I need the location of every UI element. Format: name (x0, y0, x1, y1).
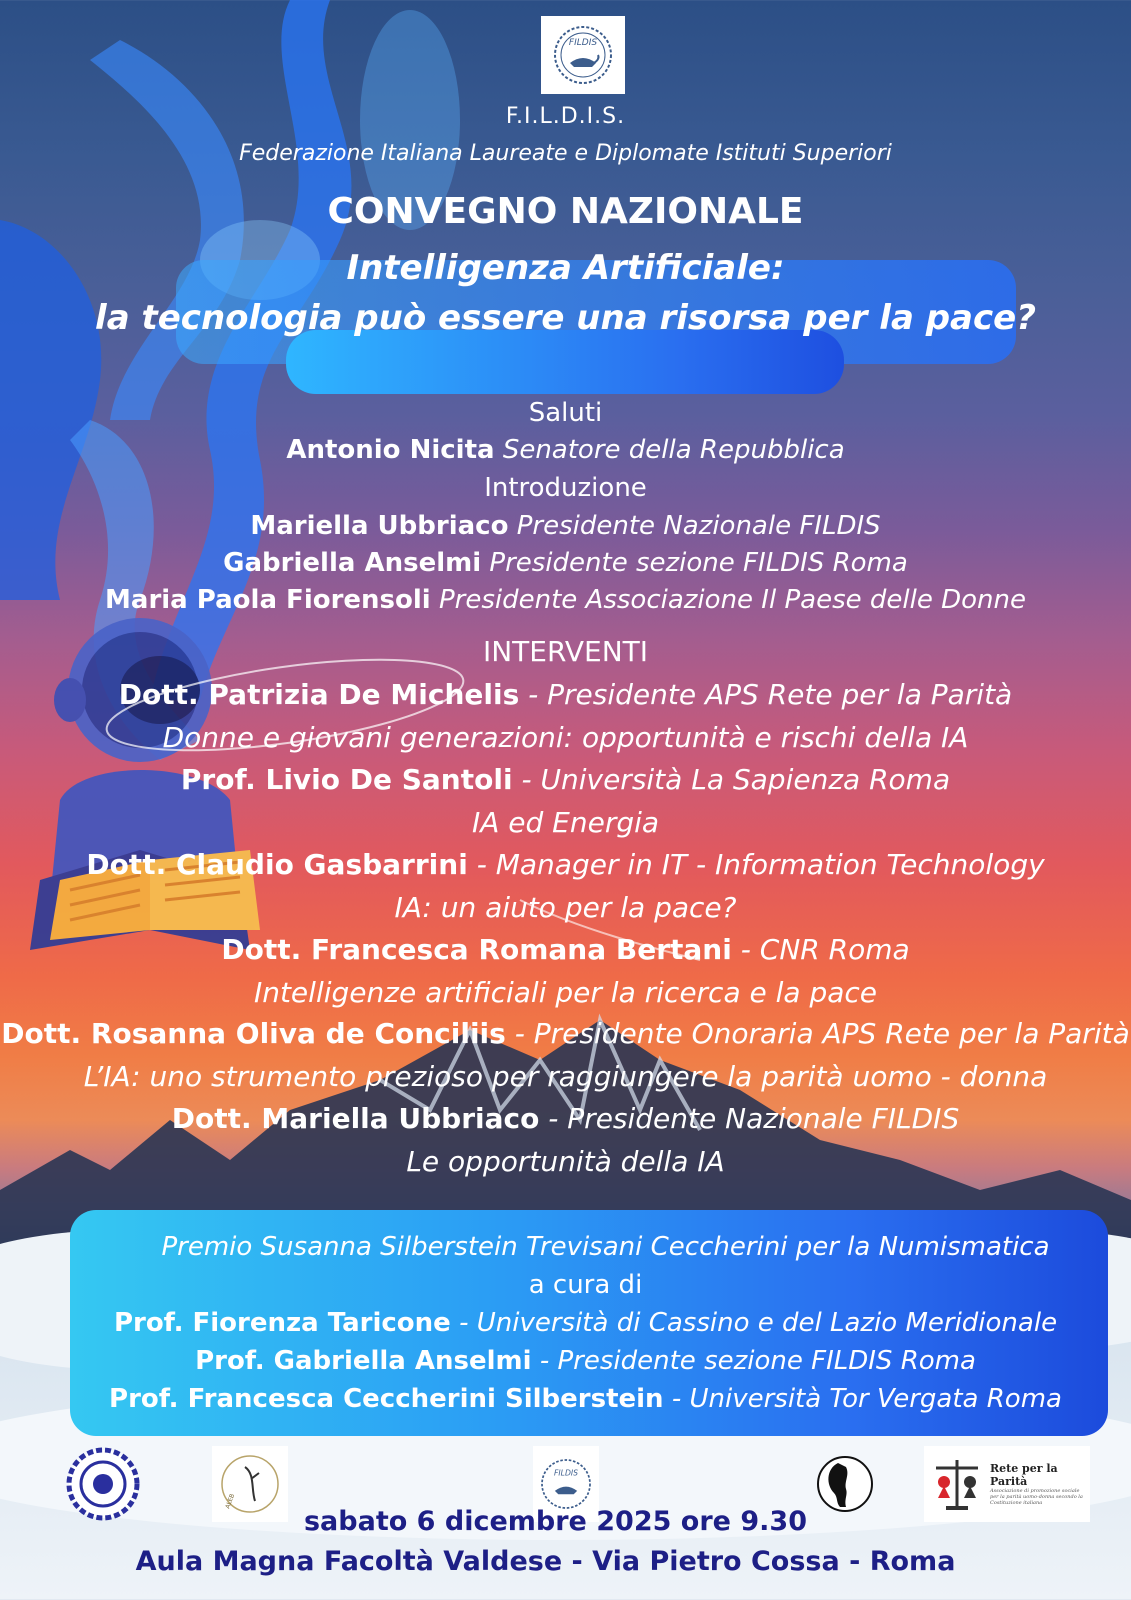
organization-full-name: Federazione Italiana Laureate e Diplomate Istituti Superiori (239, 141, 892, 166)
talk-speaker: Prof. Livio De Santoli - Università La Sapienza Roma (180, 763, 951, 796)
title-highlight-pill (286, 330, 844, 394)
speaker-affiliation: CNR Roma (759, 933, 910, 966)
introduction-label: Introduzione (484, 473, 647, 503)
rete-logo-subtitle: Associazione di promozione sociale per la parità uomo-donna secondo la Costituzione italiana (990, 1488, 1083, 1506)
speaker-role: Senatore della Repubblica (502, 435, 845, 465)
organization-acronym: F.I.L.D.I.S. (505, 104, 626, 129)
speaker-name: Gabriella Anselmi (223, 548, 482, 578)
talk-title: L’IA: uno strumento prezioso per raggiungere la parità uomo - donna (83, 1060, 1048, 1093)
speaker-affiliation: Presidente Nazionale FILDIS (567, 1102, 960, 1135)
prize-curator: Prof. Fiorenza Taricone - Università di Cassino e del Lazio Meridionale (113, 1308, 1058, 1338)
speaker-affiliation: Presidente APS Rete per la Parità (547, 678, 1013, 711)
speaker-affiliation: Presidente Onoraria APS Rete per la Parità (533, 1017, 1130, 1050)
speaker-role: Presidente Nazionale FILDIS (516, 511, 881, 541)
speaker-name: Antonio Nicita (286, 435, 495, 465)
svg-text:FILDIS: FILDIS (553, 1468, 579, 1478)
greetings-label: Saluti (528, 398, 603, 428)
talk-title: IA: un aiuto per la pace? (394, 891, 737, 924)
speaker-affiliation: Università La Sapienza Roma (540, 763, 951, 796)
curator-affiliation: Presidente sezione FILDIS Roma (557, 1346, 976, 1376)
curator-name: Prof. Fiorenza Taricone (113, 1308, 451, 1338)
talk-speaker: Dott. Claudio Gasbarrini - Manager in IT - Information Technology (86, 848, 1045, 881)
speaker-role: Presidente sezione FILDIS Roma (489, 548, 908, 578)
svg-text:ALEB: ALEB (224, 1492, 237, 1510)
speaker-name: Dott. Mariella Ubbriaco (171, 1102, 540, 1135)
speaker-name: Maria Paola Fiorensoli (105, 585, 431, 615)
speaker-name: Dott. Rosanna Oliva de Conciliis (1, 1017, 506, 1050)
conference-theme-line1: Intelligenza Artificiale: (346, 248, 785, 288)
talk-title: IA ed Energia (471, 806, 660, 839)
talk-title: Donne e giovani generazioni: opportunità e rischi della IA (162, 721, 969, 754)
curator-name: Prof. Francesca Ceccherini Silberstein (109, 1384, 664, 1414)
talk-title: Le opportunità della IA (406, 1145, 725, 1178)
speaker-name: Dott. Francesca Romana Bertani (221, 933, 732, 966)
intro-speaker (0, 511, 1131, 541)
intro-speaker (0, 548, 1131, 578)
speaker-name: Dott. Claudio Gasbarrini (86, 848, 468, 881)
talk-speaker: Dott. Francesca Romana Bertani - CNR Roma (221, 933, 910, 966)
curator-affiliation: Università di Cassino e del Lazio Meridionale (476, 1308, 1058, 1338)
prize-title: Premio Susanna Silberstein Trevisani Ceccherini per la Numismatica (161, 1232, 1050, 1262)
fildis-logo (541, 16, 625, 94)
conference-theme-line2: la tecnologia può essere una risorsa per la pace? (95, 298, 1036, 338)
greetings-speaker (0, 435, 1131, 465)
svg-text:FILDIS: FILDIS (568, 38, 598, 48)
rete-logo-name: Rete per la Parità (990, 1462, 1058, 1488)
event-venue: Aula Magna Facoltà Valdese - Via Pietro Cossa - Roma (135, 1546, 956, 1577)
prize-curator: Prof. Gabriella Anselmi - Presidente sezione FILDIS Roma (195, 1346, 976, 1376)
prize-curator: Prof. Francesca Ceccherini Silberstein - Università Tor Vergata Roma (109, 1384, 1062, 1414)
prize-curated-by: a cura di (528, 1270, 643, 1300)
talks-label: INTERVENTI (482, 635, 649, 668)
speaker-name: Mariella Ubbriaco (250, 511, 509, 541)
event-type-heading: CONVEGNO NAZIONALE (327, 191, 804, 232)
speaker-name: Dott. Patrizia De Michelis (118, 678, 520, 711)
speaker-name: Prof. Livio De Santoli (180, 763, 513, 796)
curator-name: Prof. Gabriella Anselmi (195, 1346, 532, 1376)
event-date: sabato 6 dicembre 2025 ore 9.30 (303, 1506, 807, 1537)
talk-title: Intelligenze artificiali per la ricerca e la pace (253, 976, 878, 1009)
speaker-role: Presidente Associazione Il Paese delle Donne (438, 585, 1026, 615)
curator-affiliation: Università Tor Vergata Roma (689, 1384, 1062, 1414)
talk-speaker: Dott. Rosanna Oliva de Conciliis - Presidente Onoraria APS Rete per la Parità (1, 1017, 1130, 1050)
intro-speaker (0, 585, 1131, 615)
talk-speaker: Dott. Patrizia De Michelis - Presidente APS Rete per la Parità (118, 678, 1013, 711)
speaker-affiliation: Manager in IT - Information Technology (495, 848, 1045, 881)
talk-speaker: Dott. Mariella Ubbriaco - Presidente Nazionale FILDIS (171, 1102, 960, 1135)
